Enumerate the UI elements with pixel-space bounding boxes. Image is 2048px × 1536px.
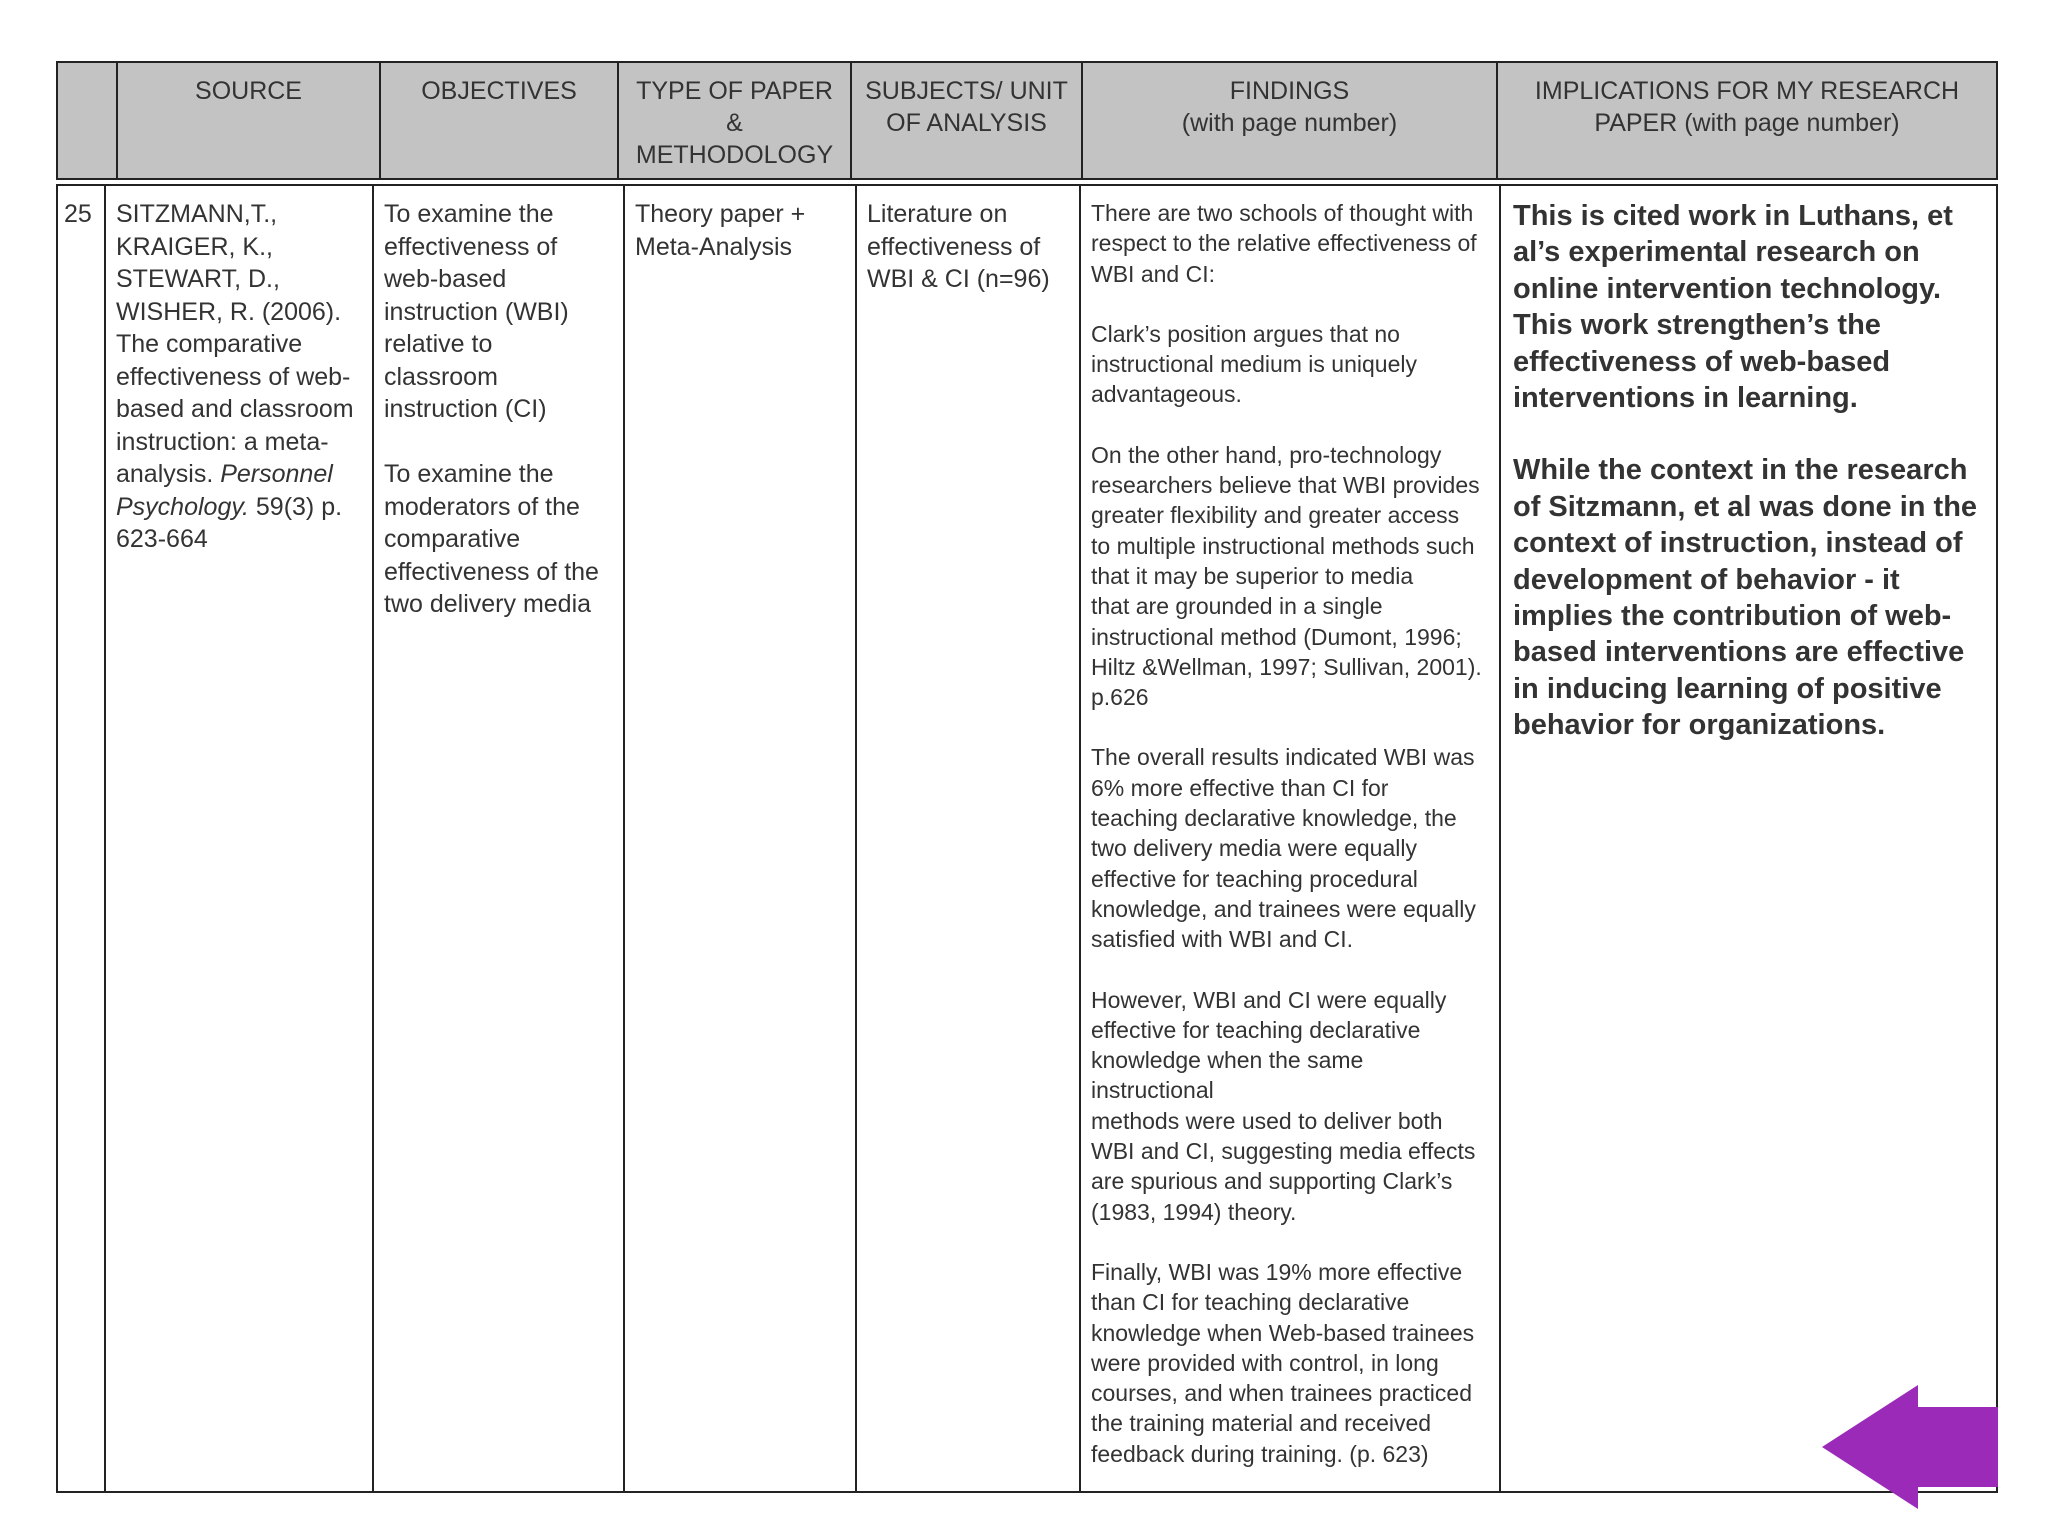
source-volume: 59(3) p. 623-664 <box>116 492 343 553</box>
finding-paragraph: Clark’s position argues that no instructional medium is uniquely advantageous. <box>1091 320 1417 408</box>
header-source: SOURCE <box>118 63 381 178</box>
header-findings: FINDINGS (with page number) <box>1083 63 1498 178</box>
finding-paragraph: On the other hand, pro-technology researchers believe that WBI provides greater flexibility and greater access to multiple instructional methods such that it may be superior to media that are grounded in a single instructional method (Dumont, 1996; Hiltz &Wellman, 1997; Sullivan, 2001). p.626 <box>1091 441 1482 711</box>
table-body-row <box>56 184 1998 1493</box>
row-number: 25 <box>58 186 106 1491</box>
type-cell: Theory paper + Meta-Analysis <box>625 186 857 1491</box>
implication-paragraph: This is cited work in Luthans, et al’s experimental research on online intervention technology. This work strengthen’s the effectiveness of web-based interventions in learning. <box>1513 200 1953 415</box>
header-number <box>58 63 118 178</box>
implication-paragraph: While the context in the research of Sitzmann, et al was done in the context of instruction, instead of development of behavior - it implies the contribution of web-based interventions are effective in inducing learning of positive behavior for organizations. <box>1513 454 1978 742</box>
subjects-cell: Literature on effectiveness of WBI & CI (n=96) <box>857 186 1081 1491</box>
implications-cell <box>1501 186 1996 1491</box>
back-arrow-icon[interactable] <box>1822 1385 1998 1509</box>
header-objectives: OBJECTIVES <box>381 63 619 178</box>
finding-paragraph: Finally, WBI was 19% more effective than CI for teaching declarative knowledge when Web-based trainees were provided with control, in long courses, and when trainees practiced the training material and received feedback during training. (p. 623) <box>1091 1258 1475 1467</box>
header-implications: IMPLICATIONS FOR MY RESEARCH PAPER (with page number) <box>1534 77 1960 137</box>
objectives-cell: To examine the effectiveness of web-based instruction (WBI) relative to classroom instruction (CI) To examine the moderators of the comparative effectiveness of the two delivery media <box>374 186 625 1491</box>
source-cell <box>106 186 374 1491</box>
finding-paragraph: The overall results indicated WBI was 6% more effective than CI for teaching declarative knowledge, the two delivery media were equally effective for teaching procedural knowledge, and trainees were equally satisfied with WBI and CI. <box>1091 744 1476 953</box>
findings-cell <box>1081 186 1501 1491</box>
source-journal: Personnel Psychology. <box>116 460 333 521</box>
finding-paragraph: There are two schools of thought with respect to the relative effectiveness of WBI and CI: <box>1091 200 1477 287</box>
source-citation: SITZMANN,T., KRAIGER, K., STEWART, D., WISHER, R. (2006). The comparative effectiveness of web- based and classroom instruction: a meta- analysis. <box>116 200 354 488</box>
finding-paragraph: However, WBI and CI were equally effective for teaching declarative knowledge when the same instructional methods were used to deliver both WBI and CI, suggesting media effects are spurious and supporting Clark’s (1983, 1994) theory. <box>1091 986 1476 1225</box>
header-subjects: SUBJECTS/ UNIT OF ANALYSIS <box>852 63 1083 178</box>
header-type-of-paper: TYPE OF PAPER & METHODOLOGY <box>619 63 852 178</box>
table-header-row <box>56 61 1998 180</box>
